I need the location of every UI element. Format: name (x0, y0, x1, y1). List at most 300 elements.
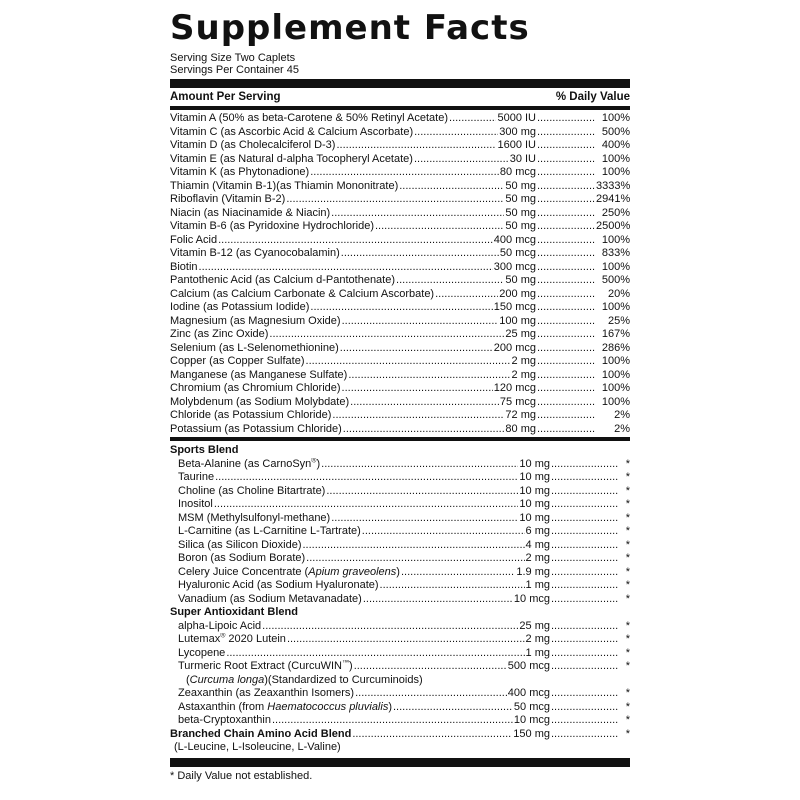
item-name (170, 355, 305, 369)
item-name (170, 579, 379, 593)
leader-dots (214, 498, 519, 512)
item-amount: 72 mg (505, 409, 536, 421)
item-name (170, 220, 374, 234)
leader-dots (537, 139, 595, 153)
item-name (170, 566, 400, 580)
list-item (170, 458, 630, 472)
item-name-italic: Apium graveolens (308, 565, 397, 578)
item-amount: 50 mg (505, 179, 536, 192)
leader-dots (537, 112, 595, 126)
item-name (170, 647, 225, 661)
leader-dots (399, 180, 504, 194)
item-name-text: Vitamin C (as Ascorbic Acid & Calcium Ascorbate) (170, 125, 414, 138)
item-name (170, 525, 361, 539)
leader-dots (537, 153, 595, 167)
item-amount: 10 mcg (513, 592, 550, 605)
item-name (170, 458, 320, 472)
item-name (170, 485, 325, 499)
item-name-text: alpha-Lipoic Acid (178, 619, 262, 632)
item-amount: 1600 IU (497, 139, 536, 151)
leader-dots (215, 471, 518, 485)
item-daily-value: 3333% (596, 179, 630, 192)
item-name (170, 552, 305, 566)
item-name (170, 166, 309, 180)
leader-dots (537, 261, 595, 275)
leader-dots (537, 423, 595, 437)
item-name-text: Magnesium (as Magnesium Oxide) (170, 314, 341, 327)
leader-dots (537, 274, 595, 288)
item-name-text: Iodine (as Potassium Iodide) (170, 301, 310, 313)
leader-dots (342, 382, 493, 396)
item-amount: 50 mcg (513, 700, 550, 713)
item-amount: 2 mg (511, 368, 536, 381)
bottom-divider (170, 758, 630, 767)
item-amount: 50 mg (505, 220, 536, 232)
cont-rest: )(Standardized to Curcuminoids) (264, 673, 423, 686)
item-daily-value: * (625, 660, 630, 672)
leader-dots (226, 647, 524, 661)
item-daily-value: * (625, 646, 630, 659)
list-item (170, 153, 630, 167)
item-amount: 200 mcg (493, 341, 536, 354)
item-daily-value: 100% (601, 368, 630, 381)
item-name-text: Vitamin E (as Natural d-alpha Tocopheryl Acetate) (170, 152, 413, 165)
item-name-text: Vitamin B-12 (as Cyanocobalamin) (170, 247, 340, 259)
item-daily-value: * (625, 457, 630, 470)
leader-dots (286, 193, 504, 207)
leader-dots (537, 369, 595, 383)
item-name-suffix: ) (396, 565, 400, 578)
item-name (170, 396, 349, 410)
antioxidant-blend (170, 606, 630, 728)
item-name-suffix: ) (349, 660, 353, 672)
leader-dots (342, 315, 499, 329)
item-amount: 2 mg (525, 552, 550, 564)
list-item (170, 701, 630, 715)
leader-dots (551, 512, 619, 526)
item-daily-value: * (625, 714, 630, 726)
item-amount: 30 IU (509, 152, 536, 165)
leader-dots (269, 328, 504, 342)
item-name (170, 288, 434, 302)
item-daily-value: 2500% (596, 220, 630, 232)
item-name-text: Vitamin B-6 (as Pyridoxine Hydrochloride) (170, 220, 374, 232)
item-name (170, 112, 448, 126)
item-daily-value: * (625, 687, 630, 699)
item-name (170, 539, 302, 553)
item-amount: 10 mg (519, 484, 550, 497)
item-name-text: Hyaluronic Acid (as Sodium Hyaluronate) (178, 579, 379, 591)
item-daily-value: 2941% (596, 193, 630, 205)
leader-dots (537, 166, 595, 180)
item-amount: 10 mg (519, 471, 550, 483)
list-item (170, 139, 630, 153)
list-item (170, 382, 630, 396)
leader-dots (414, 126, 498, 140)
list-item (170, 512, 630, 526)
leader-dots (393, 701, 513, 715)
item-name (170, 328, 268, 342)
leader-dots (551, 579, 619, 593)
leader-dots (551, 552, 619, 566)
item-name (170, 620, 261, 634)
item-name-text: Riboflavin (Vitamin B-2) (170, 193, 286, 205)
item-name-text: Taurine (178, 471, 215, 483)
item-name-text: Boron (as Sodium Borate) (178, 552, 306, 564)
item-name (170, 498, 213, 512)
list-item (170, 620, 630, 634)
item-name (170, 382, 341, 396)
item-amount: 25 mg (519, 619, 550, 632)
item-amount: 120 mcg (493, 382, 536, 394)
item-daily-value: 100% (601, 112, 630, 124)
leader-dots (401, 566, 515, 580)
thick-divider (170, 79, 630, 88)
list-item (170, 234, 630, 248)
item-name-text: Copper (as Copper Sulfate) (170, 355, 305, 367)
item-amount: 10 mg (519, 457, 550, 470)
amino-blend (170, 728, 630, 755)
list-item (170, 274, 630, 288)
item-daily-value: 833% (601, 247, 630, 259)
item-amount: 300 mg (499, 125, 536, 138)
item-daily-value: * (625, 565, 630, 578)
leader-dots (551, 525, 619, 539)
list-item (170, 525, 630, 539)
item-name (170, 180, 398, 194)
leader-dots (341, 247, 499, 261)
leader-dots (348, 369, 510, 383)
item-name-text: Chloride (as Potassium Chloride) (170, 409, 332, 421)
leader-dots (350, 396, 499, 410)
item-daily-value: 100% (601, 301, 630, 313)
list-item (170, 180, 630, 194)
item-name (170, 301, 309, 315)
item-amount: 1 mg (525, 579, 550, 591)
leader-dots (414, 153, 509, 167)
item-name-text: Potassium (as Potassium Chloride) (170, 422, 342, 435)
item-amount: 10 mcg (513, 714, 550, 726)
item-name-suffix: ) (388, 700, 392, 713)
leader-dots (310, 301, 492, 315)
leader-dots (537, 328, 595, 342)
item-name (170, 139, 335, 153)
list-item (170, 539, 630, 553)
leader-dots (537, 315, 595, 329)
list-item (170, 593, 630, 607)
item-daily-value: 20% (607, 287, 630, 300)
list-item (170, 660, 630, 674)
leader-dots (326, 485, 518, 499)
item-name (170, 423, 342, 437)
cont-open: ( (186, 673, 190, 686)
trademark-mark: ™ (342, 660, 350, 667)
item-amount: 1.9 mg (516, 565, 550, 578)
leader-dots (551, 687, 619, 701)
leader-dots (551, 566, 619, 580)
item-daily-value: * (625, 700, 630, 713)
list-item (170, 126, 630, 140)
item-name-text: Turmeric Root Extract (CurcuWIN (178, 660, 343, 672)
item-amount: 75 mcg (499, 395, 536, 408)
amino-blend-title: Branched Chain Amino Acid Blend (170, 727, 352, 740)
item-name-text: Pantothenic Acid (as Calcium d-Pantothenate) (170, 274, 396, 286)
item-daily-value: 400% (601, 139, 630, 151)
item-name-text: Manganese (as Manganese Sulfate) (170, 368, 348, 381)
leader-dots (331, 512, 518, 526)
item-name-text: Inositol (178, 498, 213, 510)
list-item (170, 409, 630, 423)
leader-dots (551, 498, 619, 512)
turmeric-standardization-note (170, 674, 630, 688)
leader-dots (396, 274, 504, 288)
item-name-text: Selenium (as L-Selenomethionine) (170, 341, 339, 354)
amino-blend-components: (L-Leucine, L-Isoleucine, L-Valine) (174, 741, 341, 753)
leader-dots (375, 220, 504, 234)
leader-dots (303, 539, 525, 553)
item-amount: 25 mg (505, 328, 536, 340)
list-item (170, 288, 630, 302)
leader-dots (331, 207, 504, 221)
item-daily-value: * (625, 579, 630, 591)
item-name-text: Calcium (as Calcium Carbonate & Calcium Ascorbate) (170, 287, 435, 300)
amino-blend-row (170, 728, 630, 742)
column-header (170, 88, 630, 105)
leader-dots (435, 288, 498, 302)
item-name-text: MSM (Methylsulfonyl-methane) (178, 511, 331, 524)
leader-dots (537, 301, 595, 315)
item-amount: 10 mg (519, 498, 550, 510)
item-name (170, 471, 214, 485)
list-item (170, 342, 630, 356)
leader-dots (332, 409, 504, 423)
leader-dots (551, 620, 619, 634)
item-name-text: beta-Cryptoxanthin (178, 714, 271, 726)
item-name (170, 687, 354, 701)
list-item (170, 315, 630, 329)
trademark-mark: ® (311, 457, 317, 464)
item-name-text: Vitamin D (as Cholecalciferol D-3) (170, 139, 336, 151)
list-item (170, 423, 630, 437)
leader-dots (537, 126, 595, 140)
list-item (170, 552, 630, 566)
item-amount: 400 mcg (493, 233, 536, 246)
item-name-suffix: ) (316, 457, 321, 470)
item-amount: 150 mcg (493, 301, 536, 313)
leader-dots (449, 112, 496, 126)
cont-italic: Curcuma longa (189, 673, 265, 686)
item-name (170, 512, 330, 526)
list-item (170, 207, 630, 221)
item-daily-value: 250% (601, 206, 630, 219)
leader-dots (537, 396, 595, 410)
item-name (170, 633, 286, 647)
item-name (170, 593, 362, 607)
item-name (170, 701, 392, 715)
item-amount: 50 mcg (499, 247, 536, 259)
amino-blend-dv: * (625, 727, 630, 740)
leader-dots (551, 633, 619, 647)
leader-dots (537, 180, 595, 194)
item-name (170, 207, 330, 221)
amino-blend-amount: 150 mg (513, 727, 550, 740)
item-name (170, 234, 217, 248)
item-daily-value: * (625, 552, 630, 564)
item-daily-value: 100% (601, 152, 630, 165)
item-amount: 6 mg (525, 525, 550, 537)
leader-dots (306, 355, 511, 369)
leader-dots (262, 620, 518, 634)
item-name-text: Beta-Alanine (as CarnoSyn (178, 457, 312, 470)
item-daily-value: 100% (601, 166, 630, 178)
leader-dots (218, 234, 493, 248)
item-name-text: Zinc (as Zinc Oxide) (170, 328, 269, 340)
list-item (170, 714, 630, 728)
item-amount: 50 mg (505, 193, 536, 205)
item-amount: 10 mg (519, 511, 550, 524)
item-name-italic: Haematococcus pluvialis (267, 700, 389, 713)
item-name (170, 193, 285, 207)
list-item (170, 166, 630, 180)
item-amount: 80 mg (505, 422, 536, 435)
item-amount: 80 mcg (499, 166, 536, 178)
list-item (170, 355, 630, 369)
item-amount: 400 mcg (507, 687, 550, 699)
leader-dots (537, 247, 595, 261)
list-item (170, 633, 630, 647)
item-name-text: Chromium (as Chromium Chloride) (170, 382, 341, 394)
item-name (170, 247, 340, 261)
footnote: * Daily Value not established. (170, 769, 313, 782)
item-daily-value: 100% (601, 355, 630, 367)
item-name (170, 369, 347, 383)
leader-dots (343, 423, 505, 437)
leader-dots (537, 193, 595, 207)
leader-dots (537, 288, 595, 302)
item-daily-value: 167% (601, 328, 630, 340)
supplement-facts-panel (170, 8, 630, 783)
leader-dots (551, 458, 619, 472)
item-name-text: Vitamin K (as Phytonadione) (170, 166, 310, 178)
item-name (170, 126, 413, 140)
list-item (170, 471, 630, 485)
leader-dots (551, 701, 619, 715)
leader-dots (537, 382, 595, 396)
list-item (170, 112, 630, 126)
item-name-text: Lutemax (178, 633, 221, 645)
list-item (170, 301, 630, 315)
item-name (170, 315, 341, 329)
leader-dots (336, 139, 496, 153)
leader-dots (362, 525, 525, 539)
item-name (170, 714, 271, 728)
item-name-text: L-Carnitine (as L-Carnitine L-Tartrate) (178, 525, 361, 537)
leader-dots (363, 593, 513, 607)
item-daily-value: 2% (614, 422, 630, 435)
leader-dots (551, 471, 619, 485)
sports-blend-list (170, 458, 630, 607)
item-name-text: Molybdenum (as Sodium Molybdate) (170, 395, 350, 408)
leader-dots (380, 579, 525, 593)
servings-per-container: Servings Per Container 45 (170, 64, 300, 76)
list-item (170, 193, 630, 207)
item-name-text: Vanadium (as Sodium Metavanadate) (178, 592, 362, 605)
list-item (170, 261, 630, 275)
leader-dots (551, 485, 619, 499)
leader-dots (355, 687, 507, 701)
leader-dots (287, 633, 525, 647)
serving-size: Serving Size Two Caplets (170, 52, 296, 64)
item-name (170, 409, 331, 423)
list-item (170, 369, 630, 383)
leader-dots (537, 234, 595, 248)
item-name-text: Celery Juice Concentrate ( (178, 565, 309, 578)
sports-blend-title: Sports Blend (170, 444, 239, 456)
item-amount: 5000 IU (497, 112, 536, 124)
leader-dots (537, 220, 595, 234)
list-item (170, 498, 630, 512)
leader-dots (306, 552, 524, 566)
item-daily-value: * (625, 538, 630, 551)
item-daily-value: 100% (601, 233, 630, 246)
item-daily-value: 2% (614, 409, 630, 421)
leader-dots (354, 660, 507, 674)
item-amount: 200 mg (499, 287, 536, 300)
item-name-text: Astaxanthin (from (178, 700, 268, 713)
list-item (170, 485, 630, 499)
item-amount: 500 mcg (507, 660, 550, 672)
item-name-text: Folic Acid (170, 233, 218, 246)
item-name-suffix: 2020 Lutein (225, 633, 286, 645)
antioxidant-blend-list (170, 620, 630, 728)
list-item (170, 579, 630, 593)
amount-per-serving-label: Amount Per Serving (170, 91, 281, 103)
item-daily-value: * (625, 471, 630, 483)
list-item (170, 687, 630, 701)
item-name-text: Silica (as Silicon Dioxide) (178, 538, 302, 551)
item-daily-value: 100% (601, 395, 630, 408)
item-name (170, 342, 339, 356)
daily-value-label: % Daily Value (555, 91, 630, 103)
item-amount: 100 mg (499, 314, 536, 327)
leader-dots (310, 166, 499, 180)
leader-dots (199, 261, 493, 275)
item-amount: 50 mg (505, 206, 536, 219)
item-name-text: Choline (as Choline Bitartrate) (178, 484, 326, 497)
leader-dots (551, 714, 619, 728)
leader-dots (551, 593, 619, 607)
item-daily-value: * (625, 498, 630, 510)
item-amount: 2 mg (511, 355, 536, 367)
item-daily-value: 100% (601, 382, 630, 394)
nutrient-list (170, 110, 630, 436)
item-name-text: Thiamin (Vitamin B-1)(as Thiamin Mononitrate) (170, 179, 399, 192)
item-daily-value: 500% (601, 125, 630, 138)
item-name-text: Vitamin A (50% as beta-Carotene & 50% Retinyl Acetate) (170, 112, 449, 124)
item-name (170, 261, 198, 275)
item-daily-value: * (625, 633, 630, 645)
list-item (170, 328, 630, 342)
leader-dots (537, 409, 595, 423)
item-daily-value: 286% (601, 341, 630, 354)
item-amount: 2 mg (525, 633, 550, 645)
leader-dots (321, 458, 518, 472)
item-name-text: Zeaxanthin (as Zeaxanthin Isomers) (178, 687, 355, 699)
item-amount: 50 mg (505, 274, 536, 286)
leader-dots (551, 647, 619, 661)
item-daily-value: * (625, 592, 630, 605)
leader-dots (551, 660, 619, 674)
